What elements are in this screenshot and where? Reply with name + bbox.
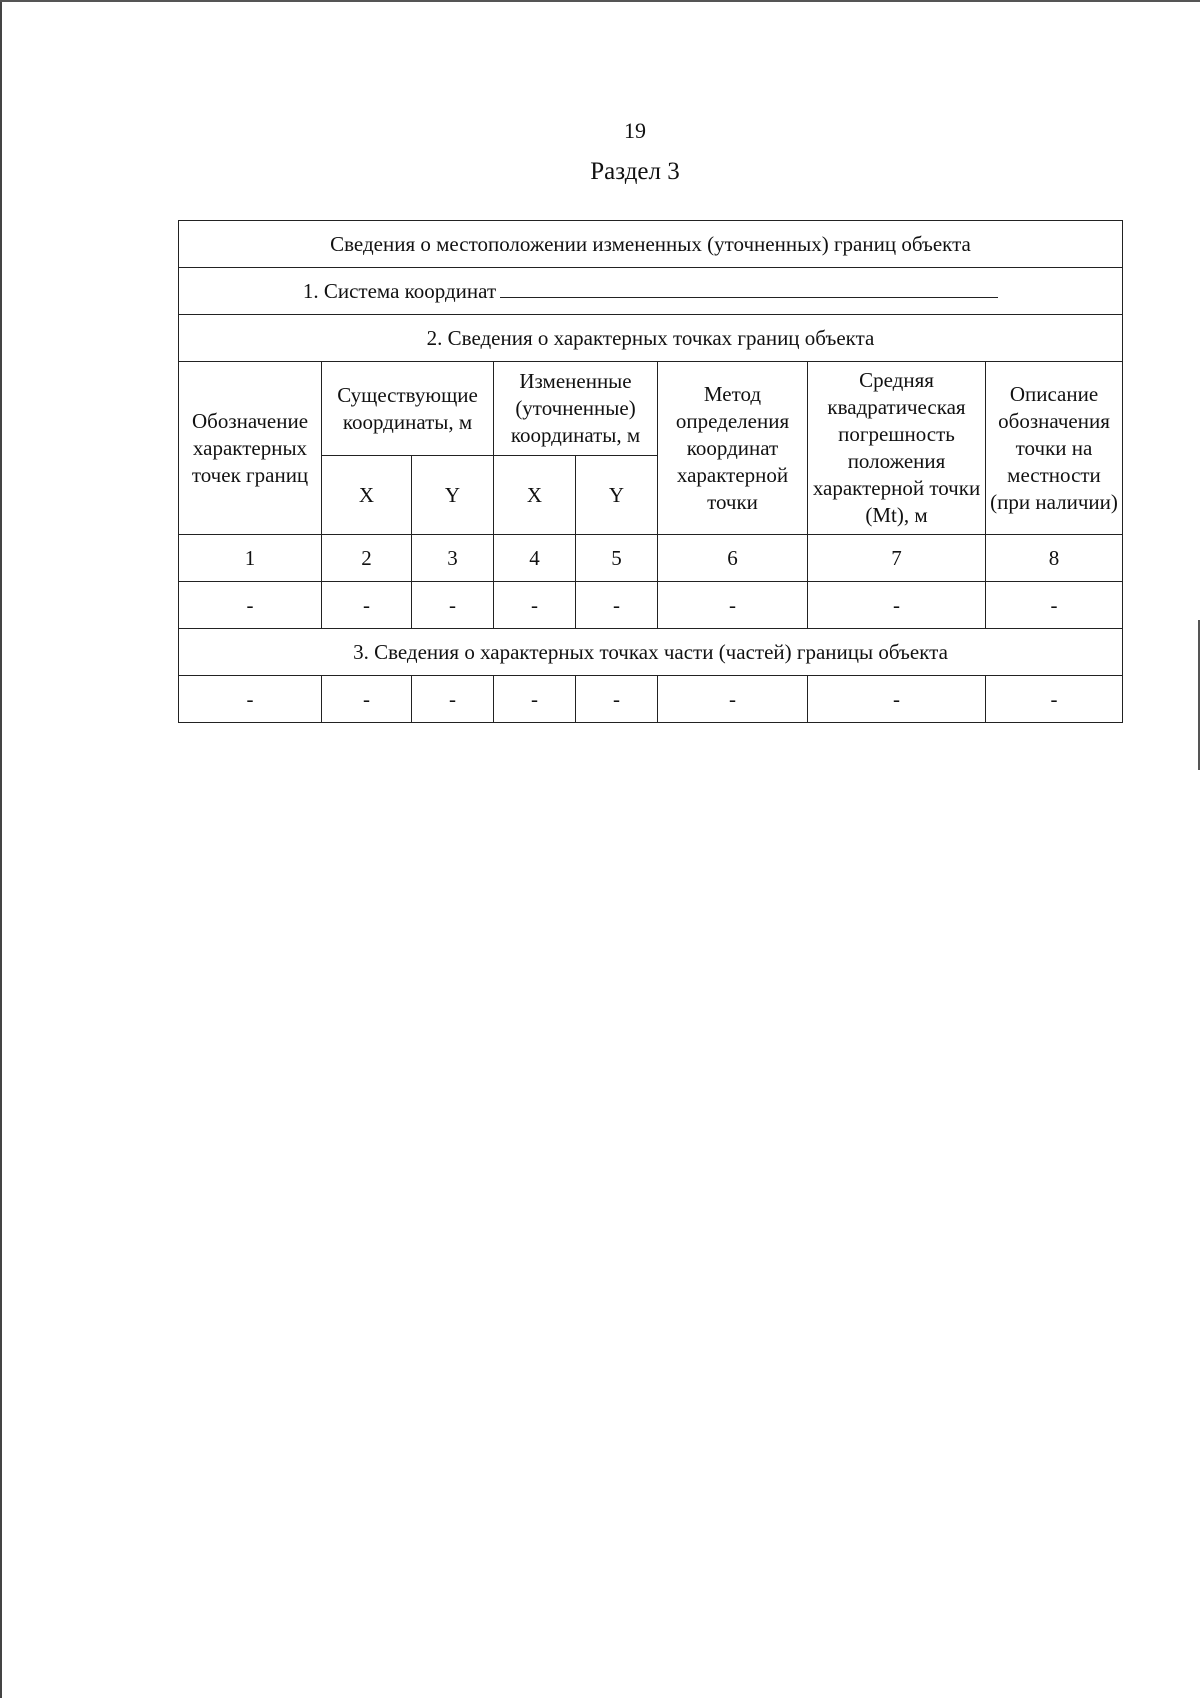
- header-changed-coordinates: Измененные (уточненные) координаты, м: [494, 362, 658, 456]
- column-number: 8: [986, 535, 1123, 582]
- header-error: Средняя квадратическая погрешность положения характерной точки (Mt), м: [808, 362, 986, 535]
- header-existing-coordinates: Существующие координаты, м: [322, 362, 494, 456]
- column-numbers-row: [179, 535, 1123, 582]
- table-cell: -: [322, 676, 412, 723]
- section-title: Раздел 3: [590, 158, 680, 185]
- column-number: 1: [179, 535, 322, 582]
- points-heading: 2. Сведения о характерных точках границ объекта: [179, 315, 1123, 362]
- scan-edge-left: [0, 0, 2, 1698]
- header-changed-y: Y: [576, 456, 658, 535]
- coordinate-system-label: 1. Система координат: [302, 279, 497, 303]
- column-number: 4: [494, 535, 576, 582]
- table-cell: -: [494, 676, 576, 723]
- table-cell: -: [494, 582, 576, 629]
- table-cell: -: [179, 676, 322, 723]
- header-designation: Обозначение характерных точек границ: [179, 362, 322, 535]
- column-number: 2: [322, 535, 412, 582]
- table-cell: -: [986, 582, 1123, 629]
- coordinate-system-row: [179, 268, 1123, 315]
- parts-heading-row: [179, 629, 1123, 676]
- table-cell: -: [412, 676, 494, 723]
- boundary-table: [178, 220, 1123, 723]
- page-number: 19: [624, 118, 646, 143]
- header-existing-x: X: [322, 456, 412, 535]
- table-cell: -: [658, 676, 808, 723]
- coordinate-system-blank-line: [500, 277, 998, 298]
- header-method: Метод определения координат характерной точки: [658, 362, 808, 535]
- column-number: 5: [576, 535, 658, 582]
- table-cell: -: [808, 676, 986, 723]
- table-cell: -: [808, 582, 986, 629]
- points-data-row: [179, 582, 1123, 629]
- table-cell: -: [412, 582, 494, 629]
- table-cell: -: [658, 582, 808, 629]
- table-title-row: [179, 221, 1123, 268]
- coordinate-system-cell: [179, 268, 1123, 315]
- column-number: 7: [808, 535, 986, 582]
- table-cell: -: [179, 582, 322, 629]
- parts-heading: 3. Сведения о характерных точках части (частей) границы объекта: [179, 629, 1123, 676]
- table-cell: -: [986, 676, 1123, 723]
- table-cell: -: [576, 582, 658, 629]
- table-cell: -: [576, 676, 658, 723]
- points-heading-row: [179, 315, 1123, 362]
- header-description: Описание обозначения точки на местности (при наличии): [986, 362, 1123, 535]
- header-existing-y: Y: [412, 456, 494, 535]
- table-cell: -: [322, 582, 412, 629]
- header-changed-x: X: [494, 456, 576, 535]
- column-number: 6: [658, 535, 808, 582]
- table-title: Сведения о местоположении измененных (уточненных) границ объекта: [179, 221, 1123, 268]
- scan-edge-top: [0, 0, 1200, 2]
- parts-data-row: [179, 676, 1123, 723]
- column-number: 3: [412, 535, 494, 582]
- header-row-1: [179, 362, 1123, 456]
